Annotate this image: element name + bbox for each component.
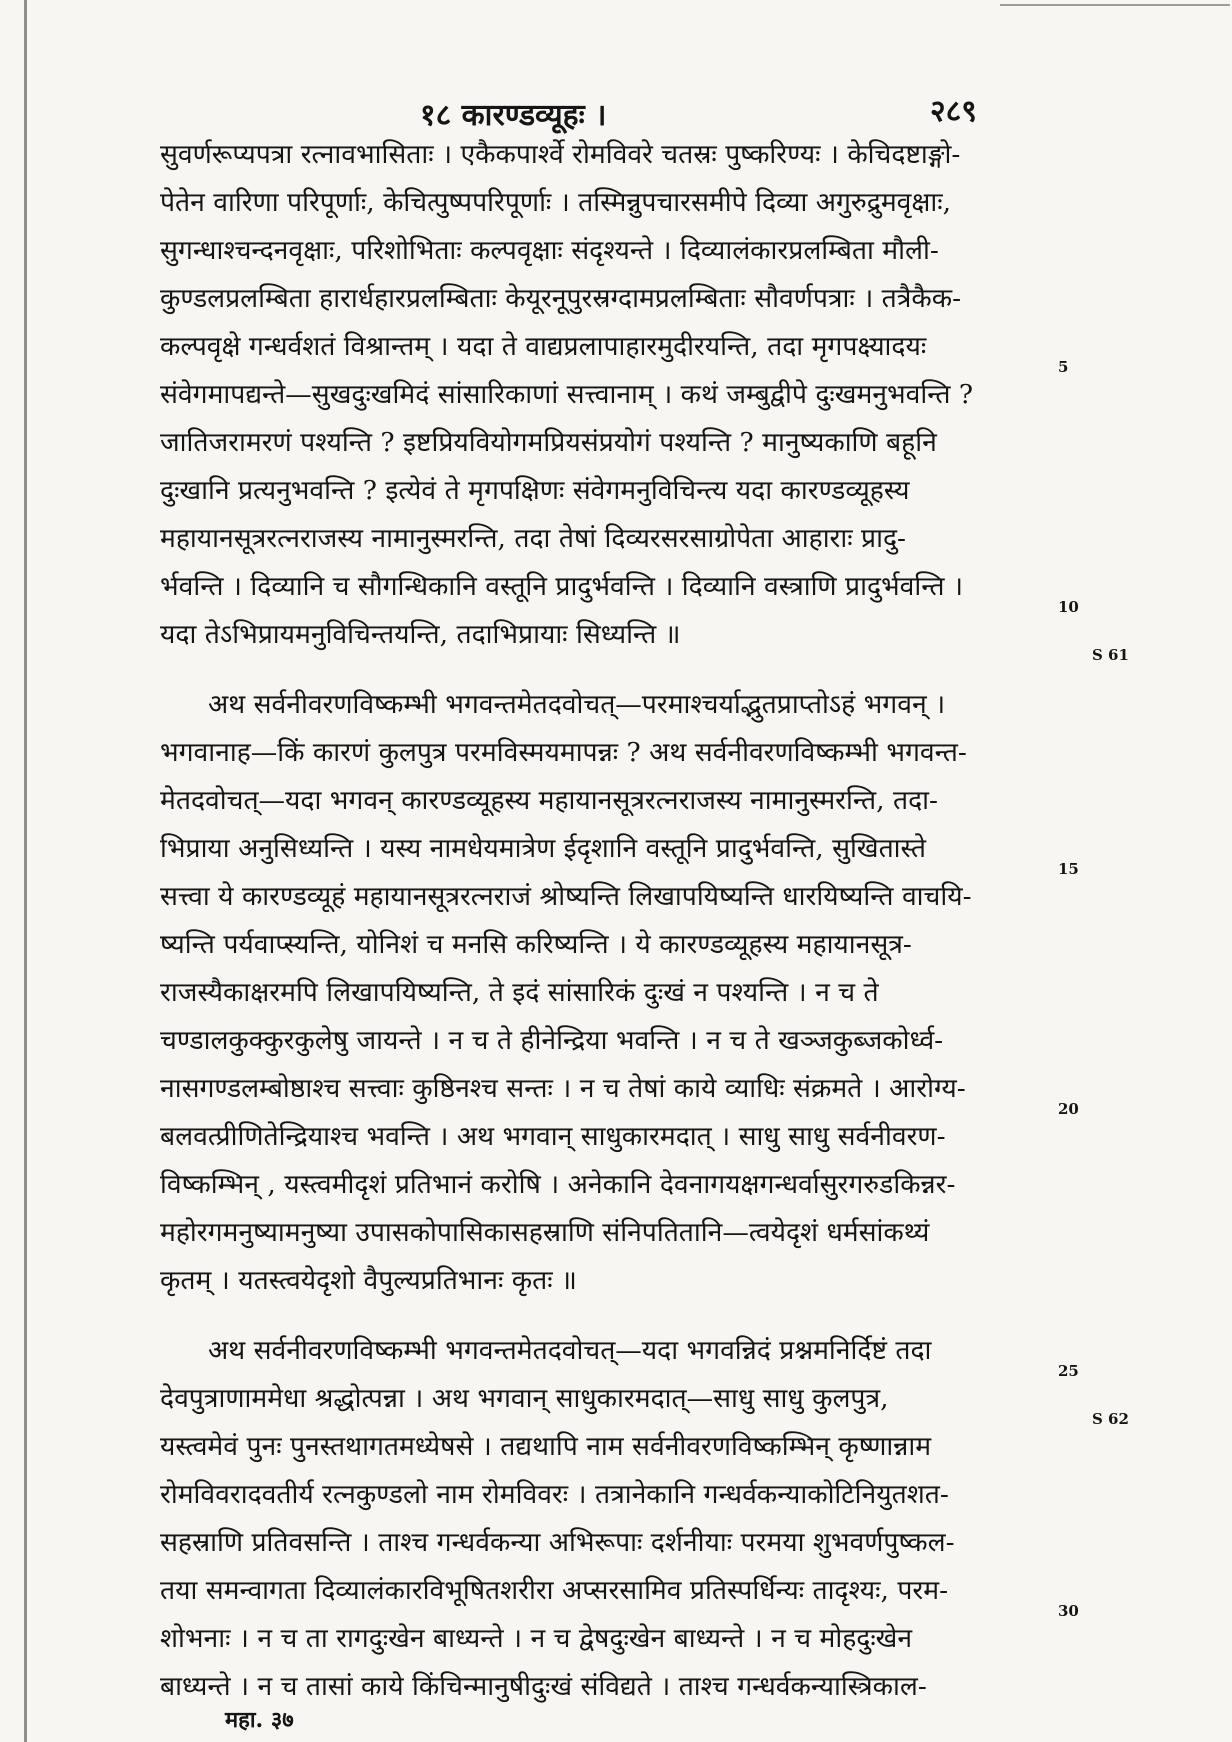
text-line: ष्यन्ति पर्यवाप्स्यन्ति, योनिशं च मनसि करिष्यन्ति । ये कारण्डव्यूहस्य महायानसूत्र- — [160, 929, 912, 960]
text-line: नासगण्डलम्बोष्ठाश्च सत्त्वाः कुष्ठिनश्च सन्तः । न च तेषां काये व्याधिः संक्रमते । आरोग्य- — [160, 1073, 966, 1104]
text-line: जातिजरामरणं पश्यन्ति ? इष्टप्रियवियोगमप्रियसंप्रयोगं पश्यन्ति ? मानुष्यकाणि बहूनि — [160, 427, 937, 458]
text-line: दुःखानि प्रत्यनुभवन्ति ? इत्येवं ते मृगपक्षिणः संवेगमनुविचिन्त्य यदा कारण्डव्यूहस्य — [160, 475, 910, 506]
text-line: अथ सर्वनीवरणविष्कम्भी भगवन्तमेतदवोचत्—यदा भगवन्निदं प्रश्नमनिर्दिष्टं तदा — [208, 1335, 932, 1366]
text-line: भगवानाह—किं कारणं कुलपुत्र परमविस्मयमापन्नः ? अथ सर्वनीवरणविष्कम्भी भगवन्त- — [160, 737, 967, 768]
text-line: र्भवन्ति । दिव्यानि च सौगन्धिकानि वस्तूनि प्रादुर्भवन्ति । दिव्यानि वस्त्राणि प्रादुर्भवन्ति । — [160, 571, 963, 602]
text-line: सत्त्वा ये कारण्डव्यूहं महायानसूत्ररत्नराजं श्रोष्यन्ति लिखापयिष्यन्ति धारयिष्यन्ति वाचयि- — [160, 881, 972, 912]
line-number: 15 — [1058, 860, 1079, 878]
text-line: अथ सर्वनीवरणविष्कम्भी भगवन्तमेतदवोचत्—परमाश्चर्याद्भुतप्राप्तोऽहं भगवन् । — [208, 689, 946, 720]
text-line: कृतम् । यतस्त्वयेदृशो वैपुल्यप्रतिभानः कृतः ॥ — [160, 1265, 577, 1296]
text-line: कुण्डलप्रलम्बिता हारार्धहारप्रलम्बिताः केयूरनूपुरस्रग्दामप्रलम्बिताः सौवर्णपत्राः । तत्रैकैक- — [160, 283, 962, 314]
section-reference: S 62 — [1092, 1410, 1129, 1428]
text-line: कल्पवृक्षे गन्धर्वशतं विश्रान्तम् । यदा ते वाद्यप्रलापाहारमुदीरयन्ति, तदा मृगपक्ष्यादयः — [160, 331, 927, 362]
line-number: 30 — [1058, 1602, 1079, 1620]
text-line: महोरगमनुष्यामनुष्या उपासकोपासिकासहस्राणि संनिपतितानि—त्वयेदृशं धर्मसांकथ्यं — [160, 1217, 930, 1248]
text-line: मेतदवोचत्—यदा भगवन् कारण्डव्यूहस्य महायानसूत्ररत्नराजस्य नामानुस्मरन्ति, तदा- — [160, 785, 938, 816]
text-line: यस्त्वमेवं पुनः पुनस्तथागतमध्येषसे । तद्यथापि नाम सर्वनीवरणविष्कम्भिन् कृष्णान्नाम — [160, 1431, 932, 1462]
text-line: तया समन्वागता दिव्यालंकारविभूषितशरीरा अप्सरसामिव प्रतिस्पर्धिन्यः तादृश्यः, परम- — [160, 1575, 949, 1606]
text-line: राजस्यैकाक्षरमपि लिखापयिष्यन्ति, ते इदं सांसारिकं दुःखं न पश्यन्ति । न च ते — [160, 977, 879, 1008]
page-number: २८९ — [930, 94, 977, 129]
text-line: बाध्यन्ते । न च तासां काये किंचिन्मानुषीदुःखं संविद्यते । ताश्च गन्धर्वकन्यास्त्रिकाल- — [160, 1671, 927, 1702]
text-line: चण्डालकुक्कुरकुलेषु जायन्ते । न च ते हीनेन्द्रिया भवन्ति । न च ते खञ्जकुब्जकोर्ध्व- — [160, 1025, 944, 1056]
line-number: 20 — [1058, 1100, 1079, 1118]
text-line: सहस्राणि प्रतिवसन्ति । ताश्च गन्धर्वकन्या अभिरूपाः दर्शनीयाः परमया शुभवर्णपुष्कल- — [160, 1527, 955, 1558]
signature-mark: महा. ३७ — [225, 1707, 294, 1733]
text-line: सुगन्धाश्चन्दनवृक्षाः, परिशोभिताः कल्पवृक्षाः संदृश्यन्ते । दिव्यालंकारप्रलम्बिता मौली- — [160, 235, 939, 266]
text-line: देवपुत्राणाममेधा श्रद्धोत्पन्ना । अथ भगवान् साधुकारमदात्—साधु साधु कुलपुत्र, — [160, 1383, 889, 1414]
section-reference: S 61 — [1092, 646, 1129, 664]
text-line: रोमविवरादवतीर्य रत्नकुण्डलो नाम रोमविवरः । तत्रानेकानि गन्धर्वकन्याकोटिनियुतशत- — [160, 1479, 949, 1510]
page-edge-shadow — [24, 0, 27, 1742]
text-line: सुवर्णरूप्यपत्रा रत्नावभासिताः । एकैकपार्श्वे रोमविवरे चतस्रः पुष्करिण्यः । केचिदष्टाङ्गो- — [160, 139, 961, 170]
text-line: पेतेन वारिणा परिपूर्णाः, केचित्पुष्पपरिपूर्णाः । तस्मिन्नुपचारसमीपे दिव्या अगुरुद्रुमवृक्षाः, — [160, 187, 952, 218]
text-line: महायानसूत्ररत्नराजस्य नामानुस्मरन्ति, तदा तेषां दिव्यरसरसाग्रोपेता आहाराः प्रादु- — [160, 523, 907, 554]
text-line: संवेगमापद्यन्ते—सुखदुःखमिदं सांसारिकाणां सत्त्वानाम् । कथं जम्बुद्वीपे दुःखमनुभवन्ति ? — [160, 379, 974, 410]
line-number: 25 — [1058, 1362, 1079, 1380]
text-line: विष्कम्भिन् , यस्त्वमीदृशं प्रतिभानं करोषि । अनेकानि देवनागयक्षगन्धर्वासुरगरुडकिन्नर- — [160, 1169, 956, 1200]
text-line: शोभनाः । न च ता रागदुःखेन बाध्यन्ते । न च द्वेषदुःखेन बाध्यन्ते । न च मोहदुःखेन — [160, 1623, 913, 1654]
text-line: भिप्राया अनुसिध्यन्ति । यस्य नामधेयमात्रेण ईदृशानि वस्तूनि प्रादुर्भवन्ति, सुखितास्ते — [160, 833, 926, 864]
text-line: बलवत्प्रीणितेन्द्रियाश्च भवन्ति । अथ भगवान् साधुकारमदात् । साधु साधु सर्वनीवरण- — [160, 1121, 946, 1152]
running-header-title: १८ कारण्डव्यूहः । — [420, 98, 607, 133]
text-line: यदा तेऽभिप्रायमनुविचिन्तयन्ति, तदाभिप्रायाः सिध्यन्ति ॥ — [160, 619, 681, 650]
line-number: 5 — [1058, 358, 1069, 376]
page-corner-mark — [1000, 4, 1230, 6]
line-number: 10 — [1058, 598, 1079, 616]
